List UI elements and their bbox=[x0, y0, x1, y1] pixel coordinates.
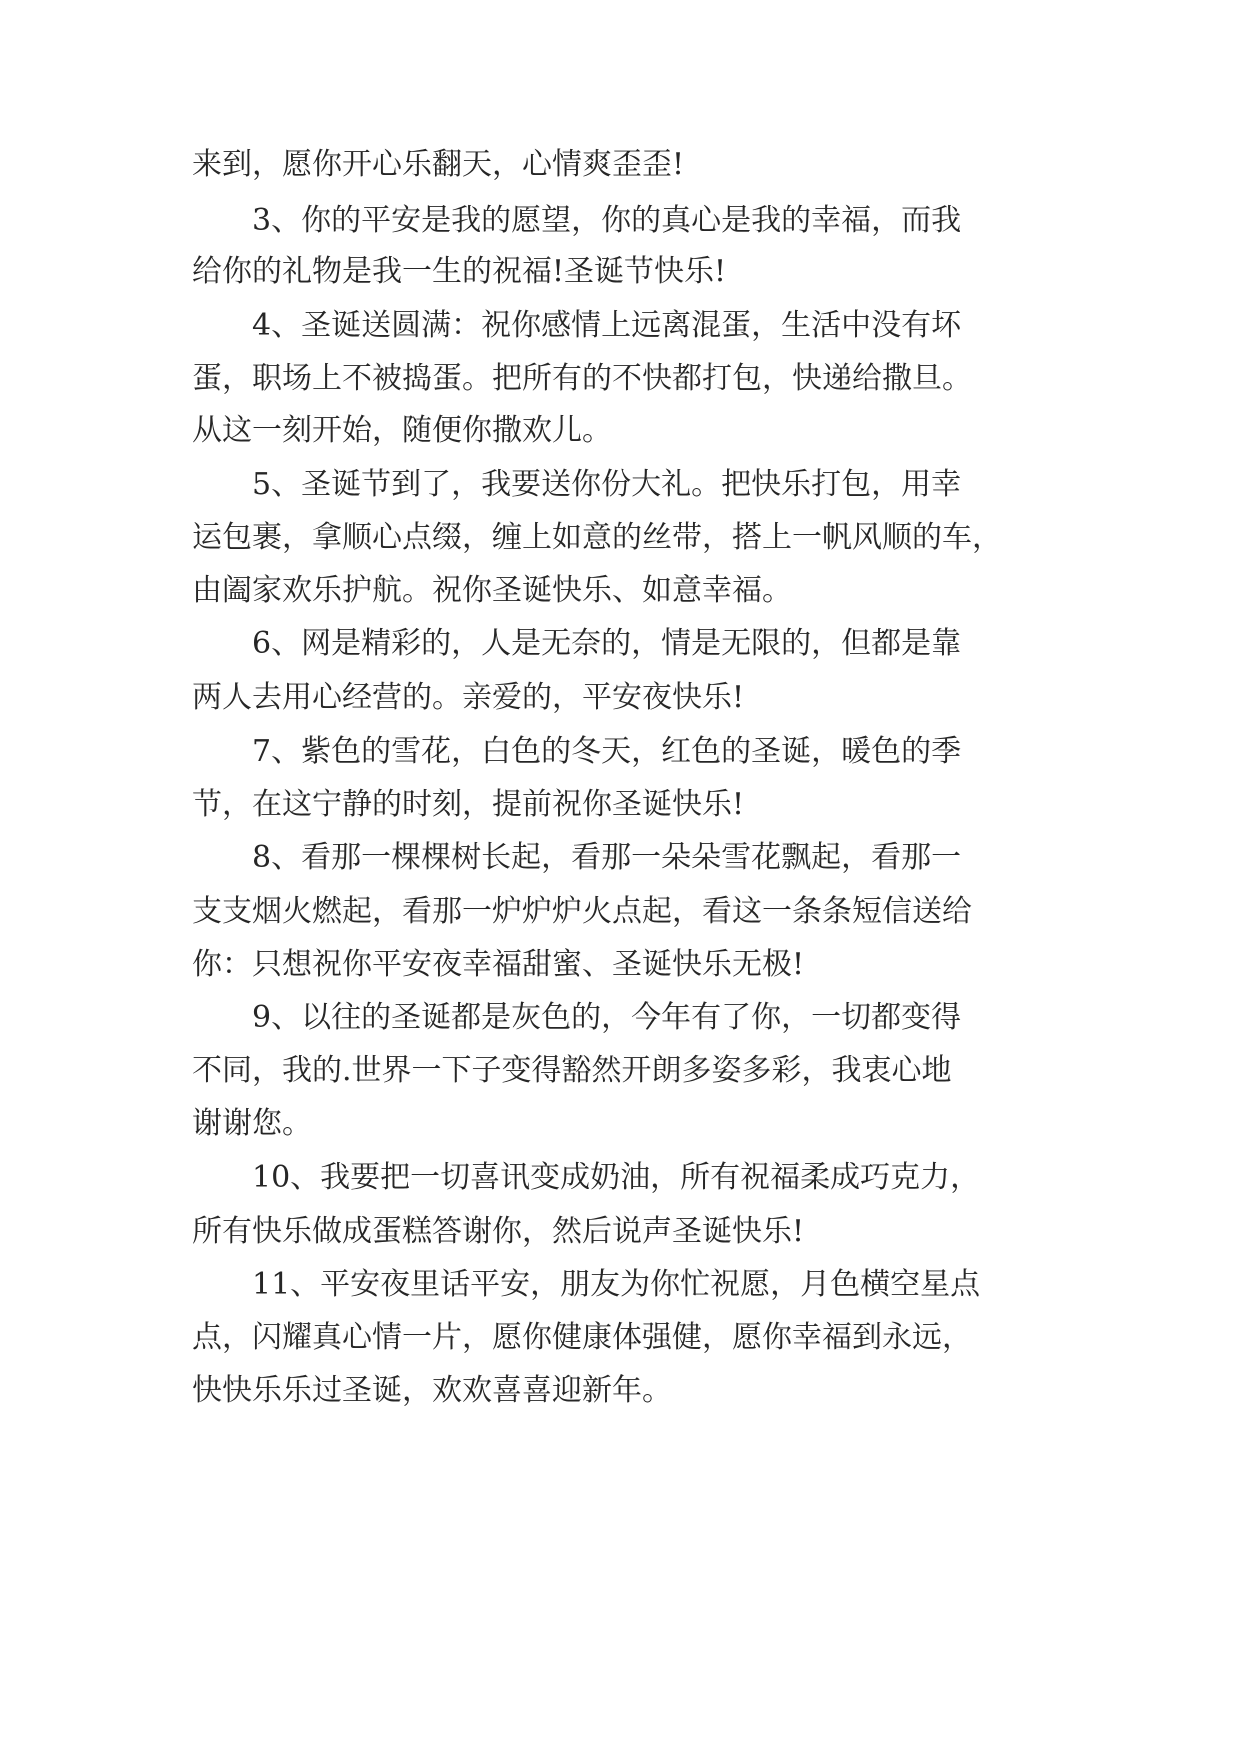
text-line: 节，在这宁静的时刻，提前祝你圣诞快乐! bbox=[192, 787, 745, 822]
text-line: 11、平安夜里话平安，朋友为你忙祝愿，月色横空星点 bbox=[252, 1267, 981, 1302]
text-line: 所有快乐做成蛋糕答谢你，然后说声圣诞快乐! bbox=[192, 1214, 805, 1249]
text-line: 3、你的平安是我的愿望，你的真心是我的幸福，而我 bbox=[252, 203, 962, 238]
text-line: 给你的礼物是我一生的祝福!圣诞节快乐! bbox=[192, 254, 727, 289]
text-line: 由阖家欢乐护航。祝你圣诞快乐、如意幸福。 bbox=[192, 573, 792, 608]
text-line: 6、网是精彩的，人是无奈的，情是无限的，但都是靠 bbox=[252, 626, 962, 661]
text-line: 10、我要把一切喜讯变成奶油，所有祝福柔成巧克力， bbox=[252, 1160, 981, 1195]
text-line: 蛋，职场上不被捣蛋。把所有的不快都打包，快递给撒旦。 bbox=[192, 361, 972, 396]
text-line: 运包裹，拿顺心点缀，缠上如意的丝带，搭上一帆风顺的车， bbox=[192, 520, 1002, 555]
text-line: 9、以往的圣诞都是灰色的，今年有了你，一切都变得 bbox=[252, 1000, 962, 1035]
text-line: 你：只想祝你平安夜幸福甜蜜、圣诞快乐无极! bbox=[192, 947, 805, 982]
text-line: 7、紫色的雪花，白色的冬天，红色的圣诞，暖色的季 bbox=[252, 734, 962, 769]
text-line: 5、圣诞节到了，我要送你份大礼。把快乐打包，用幸 bbox=[252, 467, 962, 502]
text-line: 8、看那一棵棵树长起，看那一朵朵雪花飘起，看那一 bbox=[252, 840, 962, 875]
text-line: 4、圣诞送圆满：祝你感情上远离混蛋，生活中没有坏 bbox=[252, 308, 962, 343]
text-line: 点，闪耀真心情一片，愿你健康体强健，愿你幸福到永远， bbox=[192, 1320, 972, 1355]
text-line: 两人去用心经营的。亲爱的，平安夜快乐! bbox=[192, 680, 745, 715]
text-line: 从这一刻开始，随便你撒欢儿。 bbox=[192, 413, 612, 448]
text-line: 快快乐乐过圣诞，欢欢喜喜迎新年。 bbox=[192, 1373, 672, 1408]
text-line: 谢谢您。 bbox=[192, 1106, 312, 1141]
text-line: 不同，我的.世界一下子变得豁然开朗多姿多彩，我衷心地 bbox=[192, 1053, 952, 1088]
text-line: 支支烟火燃起，看那一炉炉炉火点起，看这一条条短信送给 bbox=[192, 894, 972, 929]
text-line: 来到，愿你开心乐翻天，心情爽歪歪! bbox=[192, 147, 685, 182]
